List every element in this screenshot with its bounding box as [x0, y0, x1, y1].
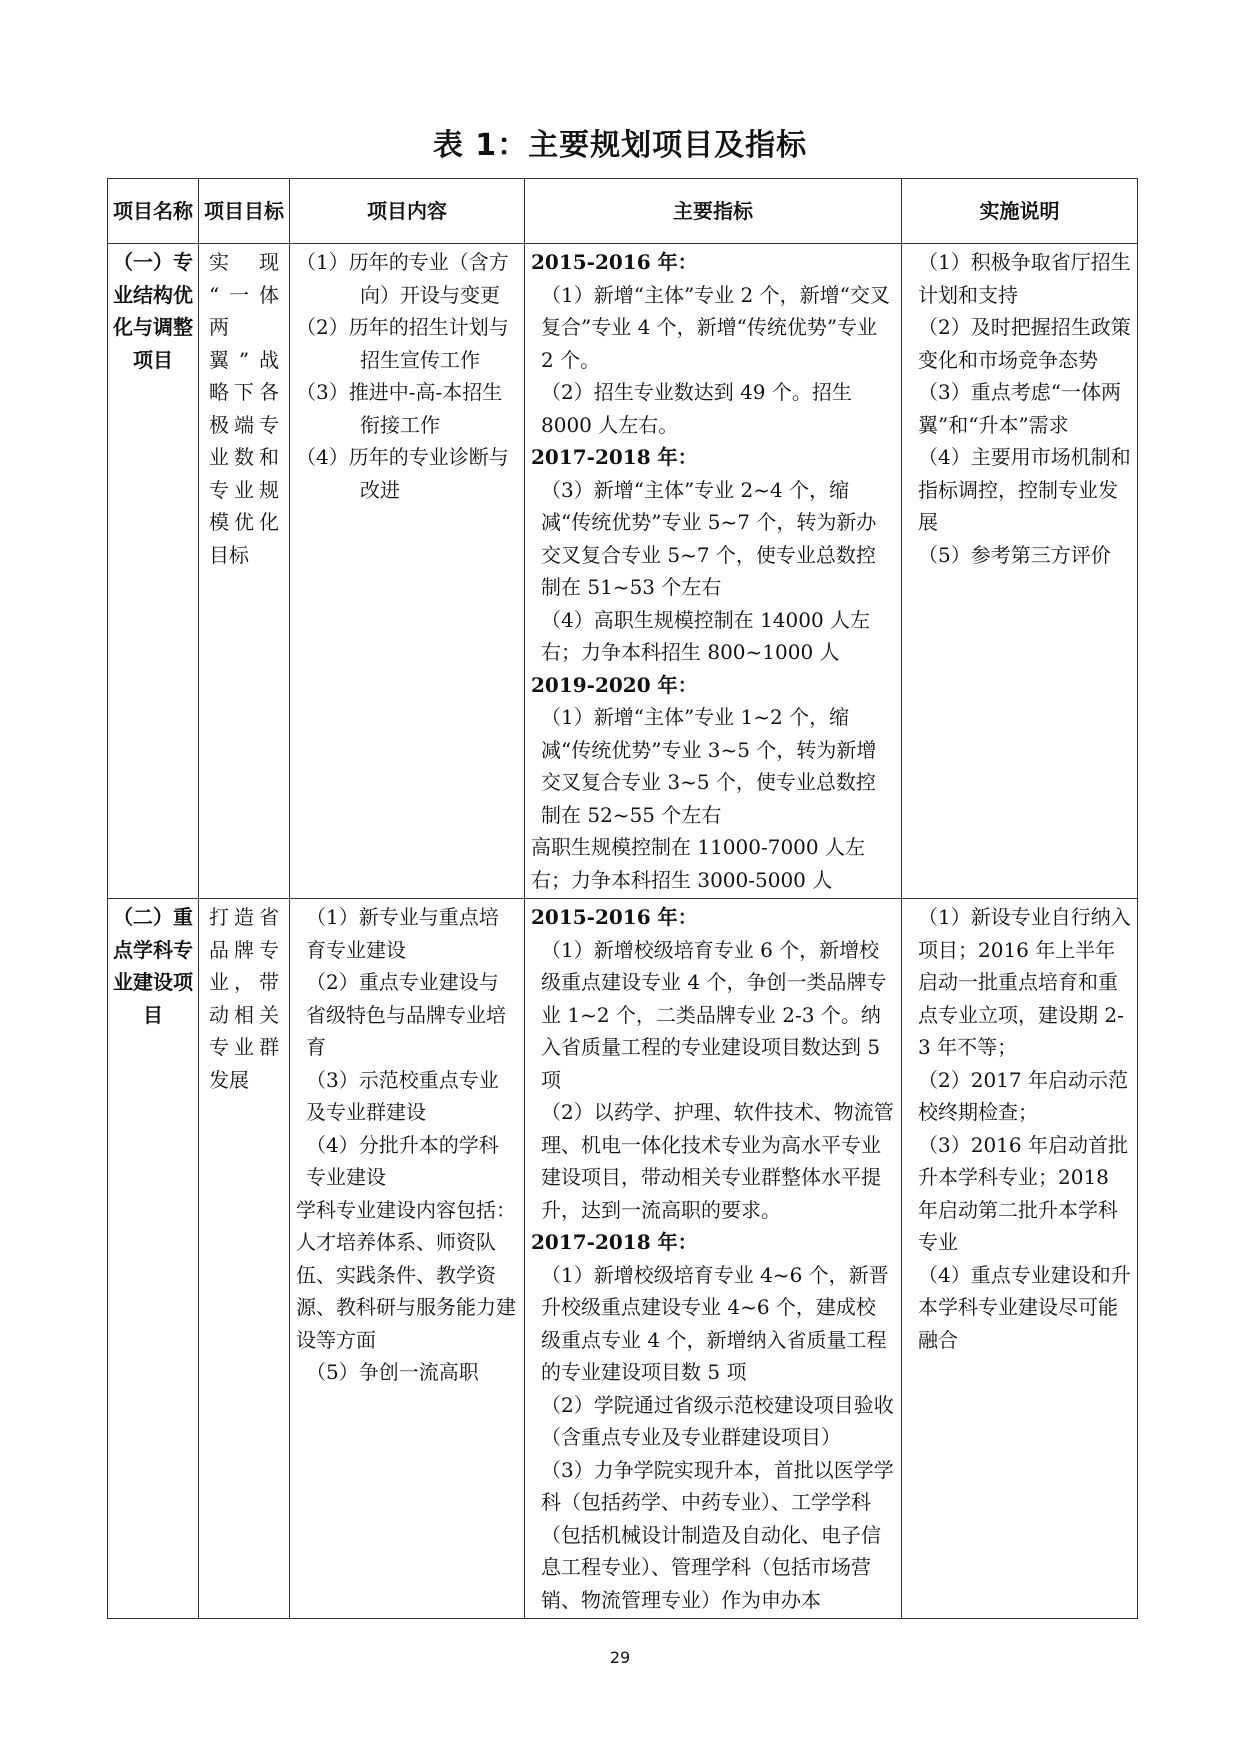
table-row [108, 899, 1138, 1619]
content-item: （1）历年的专业（含方向）开设与变更 [296, 250, 509, 307]
note-item: （4）主要用市场机制和指标调控，控制专业发展 [918, 445, 1131, 534]
header-project-name: 项目名称 [108, 179, 199, 244]
content-item: 学科专业建设内容包括：人才培养体系、师资队伍、实践条件、教学资源、教科研与服务能力建设等方面 [296, 1197, 516, 1352]
note-item: （2）2017 年启动示范校终期检查； [918, 1067, 1128, 1124]
content-item: （2）重点专业建设与省级特色与品牌专业培育 [306, 970, 506, 1059]
content-item: （3）示范校重点专业及专业群建设 [306, 1067, 499, 1124]
project-name-cell: （二）重点学科专业建设项目 [108, 899, 199, 1619]
note-item: （2）及时把握招生政策变化和市场竞争态势 [918, 315, 1131, 372]
indicator-item: （3）力争学院实现升本，首批以医学学科（包括药学、中药专业）、工学学科（包括机械设计制造及自动化、电子信息工程专业）、管理学科（包括市场营销、物流管理专业）作为申办本 [541, 1457, 894, 1612]
indicators-cell [525, 899, 902, 1619]
indicator-item: （2）以药学、护理、软件技术、物流管理、机电一体化技术专业为高水平专业建设项目，带动相关专业群整体水平提升，达到一流高职的要求。 [541, 1100, 894, 1222]
note-item: （1）新设专业自行纳入项目；2016 年上半年启动一批重点培育和重点专业立项，建设期 2-3 年不等； [918, 905, 1131, 1059]
indicator-item: （2）招生专业数达到 49 个。招生8000 人左右。 [541, 380, 852, 437]
indicator-item: （1）新增校级培育专业 6 个，新增校级重点建设专业 4 个，争创一类品牌专业 1~2 个，二类品牌专业 2-3 个。纳入省质量工程的专业建设项目数达到 5 项 [541, 937, 887, 1092]
content-item: （5）争创一流高职 [306, 1360, 479, 1384]
table-header-row [108, 179, 1138, 244]
note-item: （1）积极争取省厅招生计划和支持 [918, 250, 1131, 307]
page-number: 29 [609, 1648, 631, 1667]
indicator-year-heading: 2017-2018 年： [531, 1230, 698, 1254]
project-content-cell [290, 244, 525, 899]
project-name-cell: （一）专业结构优化与调整项目 [108, 244, 199, 899]
note-item: （3）2016 年启动首批升本学科专业；2018 年启动第二批升本学科专业 [918, 1132, 1128, 1254]
indicator-item: （3）新增“主体”专业 2~4 个，缩减“传统优势”专业 5~7 个，转为新办交叉复合专业 5~7 个，使专业总数控制在 51~53 个左右 [541, 477, 877, 599]
note-item: （3）重点考虑“一体两翼”和“升本”需求 [918, 380, 1121, 437]
indicator-item: （1）新增校级培育专业 4~6 个，新晋升校级重点建设专业 4~6 个，建成校级重点专业 4 个，新增纳入省质量工程的专业建设项目数 5 项 [541, 1262, 889, 1384]
table-row [108, 244, 1138, 899]
indicator-item: （1）新增“主体”专业 2 个，新增“交叉复合”专业 4 个，新增“传统优势”专业 2 个。 [541, 282, 890, 372]
page-title: 表 1：主要规划项目及指标 [432, 128, 808, 163]
indicator-year-heading: 2019-2020 年： [531, 672, 698, 697]
content-item: （4）分批升本的学科专业建设 [306, 1132, 499, 1189]
indicator-item: （1）新增“主体”专业 1~2 个，缩减“传统优势”专业 3~5 个，转为新增交叉复合专业 3~5 个，使专业总数控制在 52~55 个左右 [541, 705, 877, 827]
header-main-indicators: 主要指标 [525, 179, 902, 244]
header-project-goal: 项目目标 [199, 179, 290, 244]
indicator-year-heading: 2015-2016 年： [531, 905, 698, 929]
project-goal-cell: 打造省品牌专业，带动相关专业群发展 [199, 899, 290, 1619]
project-goal-cell: 实 现 “一体两翼”战略下各极端专业数和专业规模优化目标 [199, 244, 290, 899]
header-project-content: 项目内容 [290, 179, 525, 244]
content-item: （1）新专业与重点培育专业建设 [306, 905, 499, 962]
indicator-year-heading: 2015-2016 年： [531, 250, 698, 274]
content-item: （3）推进中-高-本招生衔接工作 [296, 380, 503, 437]
indicator-year-heading: 2017-2018 年： [531, 445, 698, 469]
content-item: （4）历年的专业诊断与改进 [296, 445, 509, 502]
planning-table [107, 178, 1138, 1619]
note-item: （5）参考第三方评价 [918, 542, 1111, 567]
indicator-item: （2）学院通过省级示范校建设项目验收（含重点专业及专业群建设项目） [541, 1392, 894, 1449]
indicator-item: 高职生规模控制在 11000-7000 人左右；力争本科招生 3000-5000 人 [531, 835, 865, 892]
note-item: （4）重点专业建设和升本学科专业建设尽可能融合 [918, 1262, 1131, 1352]
notes-cell [902, 899, 1138, 1619]
project-content-cell [290, 899, 525, 1619]
content-item: （2）历年的招生计划与招生宣传工作 [296, 315, 509, 372]
notes-cell [902, 244, 1138, 899]
header-implementation-notes: 实施说明 [902, 179, 1138, 244]
indicator-item: （4）高职生规模控制在 14000 人左右；力争本科招生 800~1000 人 [541, 607, 871, 664]
indicators-cell [525, 244, 902, 899]
